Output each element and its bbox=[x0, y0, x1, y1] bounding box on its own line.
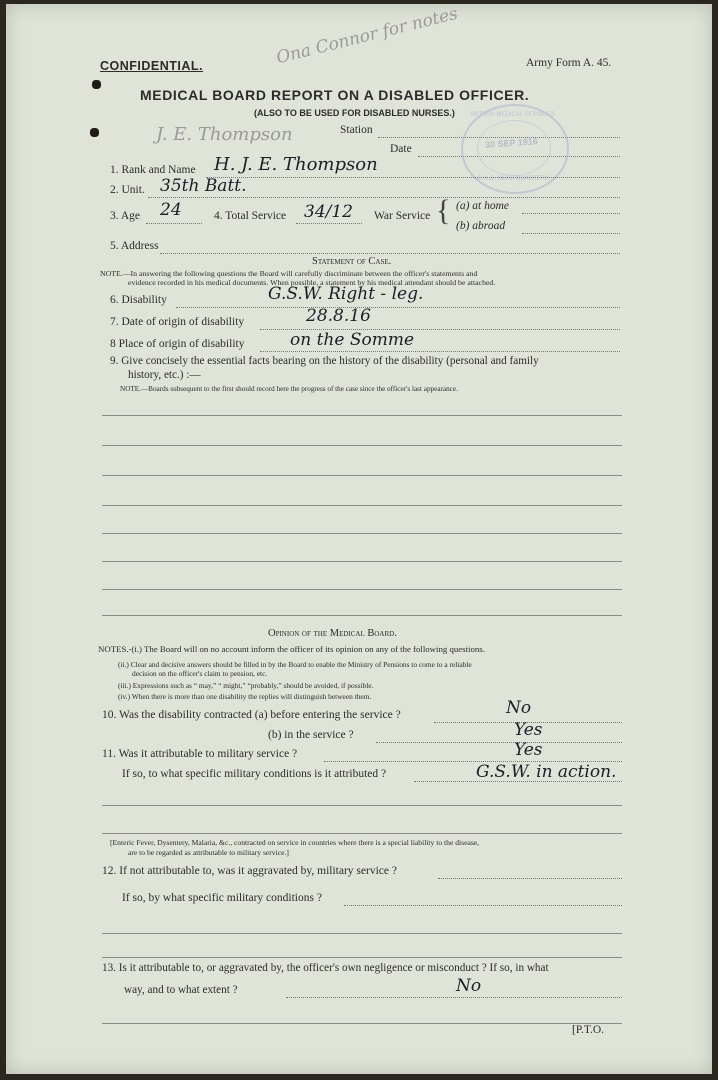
punch-hole bbox=[90, 128, 99, 137]
disability-value: G.S.W. Right - leg. bbox=[268, 284, 424, 304]
date-origin-value: 28.8.16 bbox=[306, 306, 371, 326]
place-origin-label: 8 Place of origin of disability bbox=[110, 338, 245, 350]
boards-note: NOTE.—Boards subsequent to the first should record here the progress of the case since the officer's last appearance. bbox=[120, 385, 458, 393]
unit-label: 2. Unit. bbox=[110, 184, 145, 196]
question-12: 12. If not attributable to, was it aggravated by, military service ? bbox=[102, 865, 397, 877]
enteric-note-continued: are to be regarded as attributable to military service.] bbox=[128, 848, 289, 857]
age-label: 3. Age bbox=[110, 210, 141, 222]
question-11b: If so, to what specific military conditions is it attributed ? bbox=[122, 768, 387, 780]
age-value: 24 bbox=[160, 200, 182, 220]
page-title: MEDICAL BOARD REPORT ON A DISABLED OFFICER. bbox=[140, 87, 530, 103]
address-label: 5. Address bbox=[110, 240, 159, 252]
form-sheet: Ona Connor for notes CONFIDENTIAL. Army Form A. 45. MEDICAL BOARD REPORT ON A DISABLED OFFICER. (ALSO TO BE USED FOR DISABLED NURSES.) J. E. Thompson Station Date BRITISH MEDICAL SERVICES 30 SEP 1916 G.H.Q. HEAD-QUARTERS 1. Rank and Name H. J. E. Thompson 2. Unit. 35th Batt. 3. Age 24 4. Total Service 34/12 War Service { (a) at home (b) abroad 5. Address Statement of Case. NOTE.—In answering the following questions the Board will carefully discriminate between the officer's statements and evidence recorded in his medical documents. When possible, a statement by his medical attendant should be attached. 6. Disability G.S.W. Right - leg. 7. Date of origin of disability 28.8.16 8 Place of origin of disability on the Somme 9. Give concisely the essential facts bearing on the history of the disability (personal and family history, etc.) :— NOTE.—Boards subsequent to the first should record here the progress of the case since the officer's last appearance. Opinion of the Medical Board. NOTES.-(i.) The Board will on no account inform the officer of its opinion on any of the following questions. (ii.) Clear and decisive answers should be filled in by the Board to enable the Ministry of Pensions to come to a reliable decision on the officer's claim to pension, etc. (iii.) Expressions such as “ may,” “ might,” “probably,” should be avoided, if possible. (iv.) When there is more than one disability the replies will distinguish between them. 10. Was the disability contracted (a) before entering the service ? No (b) in the service ? Yes 11. Was it attributable to military service ? Yes If so, to what specific military conditions is it attributed ? G.S.W. in action. [Enteric Fever, Dysentery, Malaria, &c., contracted on service in countries where there is a special liability to the disease, are to be regarded as attributable to military service.] 12. If not attributable to, was it aggravated by, military service ? If so, by what specific military conditions ? 13. Is it attributable to, or aggravated by, the officer's own negligence or misconduct ? If so, in what way, and to what extent ? No [P.T.O. bbox=[6, 4, 712, 1074]
army-form-number: Army Form A. 45. bbox=[526, 57, 612, 69]
question-11-answer: Yes bbox=[514, 740, 543, 760]
war-service-label: War Service bbox=[374, 210, 431, 222]
official-stamp: BRITISH MEDICAL SERVICES 30 SEP 1916 G.H.Q. HEAD-QUARTERS bbox=[461, 104, 569, 194]
unit-value: 35th Batt. bbox=[160, 176, 247, 196]
station-label: Station bbox=[340, 124, 373, 136]
notes-iv: (iv.) When there is more than one disability the replies will distinguish between them. bbox=[118, 692, 372, 701]
question-10b-answer: Yes bbox=[514, 720, 543, 740]
total-service-value: 34/12 bbox=[304, 202, 353, 222]
confidential-label: CONFIDENTIAL. bbox=[100, 59, 204, 73]
question-13-answer: No bbox=[456, 976, 482, 996]
question-9-continued: history, etc.) :— bbox=[128, 369, 201, 381]
notes-i: NOTES.-(i.) The Board will on no account inform the officer of its opinion on any of the following questions. bbox=[98, 644, 485, 654]
statement-note-2: evidence recorded in his medical documents. When possible, a statement by his medical attendant should be attached. bbox=[128, 278, 496, 287]
abroad-label: (b) abroad bbox=[456, 220, 506, 232]
date-origin-label: 7. Date of origin of disability bbox=[110, 316, 245, 328]
at-home-label: (a) at home bbox=[456, 200, 510, 212]
rank-label: 1. Rank and Name bbox=[110, 164, 196, 176]
question-10a-answer: No bbox=[506, 698, 532, 718]
statement-heading: Statement of Case. bbox=[312, 256, 392, 267]
pencil-note: Ona Connor for notes bbox=[274, 3, 460, 69]
question-9: 9. Give concisely the essential facts bearing on the history of the disability (personal and family bbox=[110, 355, 539, 367]
date-label: Date bbox=[390, 143, 412, 155]
total-service-label: 4. Total Service bbox=[214, 210, 287, 222]
notes-ii-continued: decision on the officer's claim to pension, etc. bbox=[132, 669, 268, 678]
question-13: 13. Is it attributable to, or aggravated by, the officer's own negligence or misconduct ? If so, in what bbox=[102, 962, 549, 974]
disability-label: 6. Disability bbox=[110, 294, 167, 306]
place-origin-value: on the Somme bbox=[290, 330, 415, 350]
pencil-name: J. E. Thompson bbox=[156, 124, 293, 145]
question-12b: If so, by what specific military conditions ? bbox=[122, 892, 322, 904]
notes-ii: (ii.) Clear and decisive answers should be filled in by the Board to enable the Ministry of Pensions to come to a reliable bbox=[118, 660, 472, 669]
page-turn-note: [P.T.O. bbox=[572, 1024, 605, 1036]
punch-hole bbox=[92, 80, 101, 89]
notes-iii: (iii.) Expressions such as “ may,” “ might,” “probably,” should be avoided, if possible. bbox=[118, 681, 374, 690]
question-11: 11. Was it attributable to military service ? bbox=[102, 748, 298, 760]
question-10b: (b) in the service ? bbox=[268, 729, 354, 741]
question-11b-answer: G.S.W. in action. bbox=[476, 762, 617, 782]
statement-note: NOTE.—In answering the following questions the Board will carefully discriminate between the officer's statements and bbox=[100, 269, 478, 278]
page-subtitle: (ALSO TO BE USED FOR DISABLED NURSES.) bbox=[254, 108, 455, 118]
opinion-heading: Opinion of the Medical Board. bbox=[268, 628, 397, 639]
rank-value: H. J. E. Thompson bbox=[214, 154, 378, 175]
question-13-continued: way, and to what extent ? bbox=[124, 984, 238, 996]
enteric-note: [Enteric Fever, Dysentery, Malaria, &c., contracted on service in countries where there is a special liability to the disease, bbox=[110, 838, 480, 847]
question-10a: 10. Was the disability contracted (a) before entering the service ? bbox=[102, 709, 401, 721]
